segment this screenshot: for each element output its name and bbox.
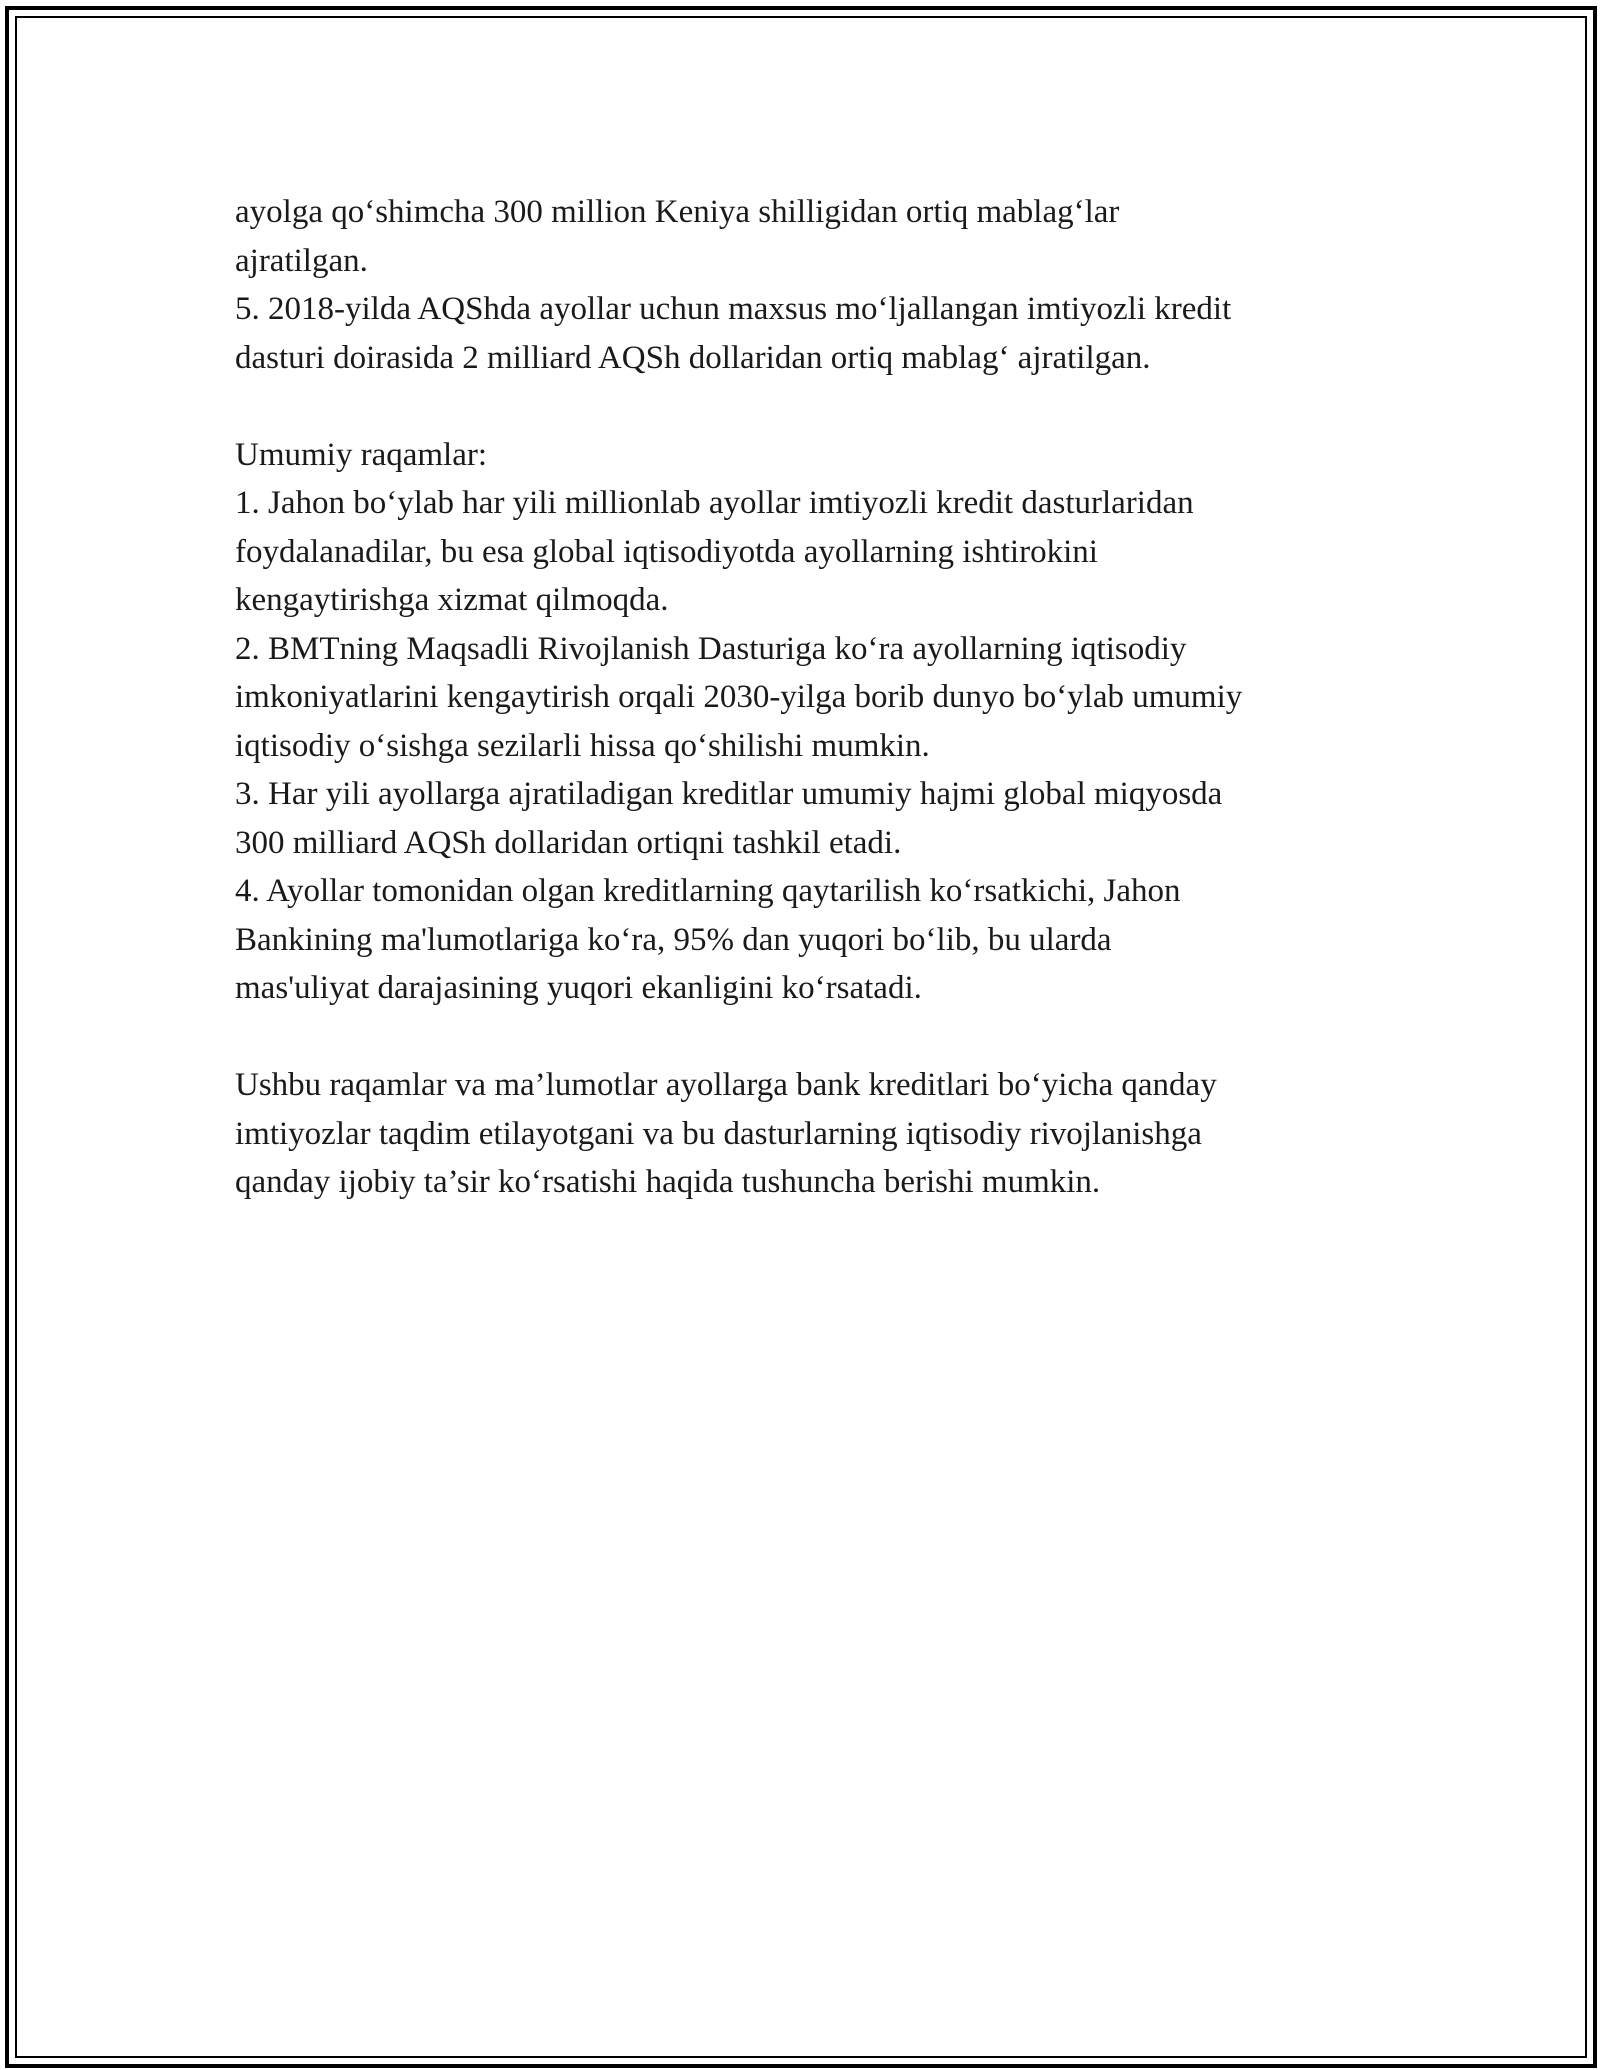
text-line: kengaytirishga xizmat qilmoqda. (235, 582, 669, 618)
text-line: ayolga qo‘shimcha 300 million Keniya shilligidan ortiq mablag‘lar (235, 194, 1120, 230)
text-line: imkoniyatlarini kengaytirish orqali 2030-yilga borib dunyo bo‘ylab umumiy (235, 679, 1243, 715)
text-line: ajratilgan. (235, 242, 368, 279)
text-line: 4. Ayollar tomonidan olgan kreditlarning qaytarilish ko‘rsatkichi, Jahon (235, 873, 1181, 909)
text-line: Bankining ma'lumotlariga ko‘ra, 95% dan yuqori bo‘lib, bu ularda (235, 921, 1112, 958)
text-line: imtiyozlar taqdim etilayotgani va bu dasturlarning iqtisodiy rivojlanishga (235, 1115, 1202, 1152)
paragraph-spacer (235, 382, 1385, 431)
text-line: 300 milliard AQSh dollaridan ortiqni tashkil etadi. (235, 824, 902, 861)
text-line: qanday ijobiy ta’sir ko‘rsatishi haqida tushuncha berishi mumkin. (235, 1164, 1101, 1200)
text-line: Ushbu raqamlar va ma’lumotlar ayollarga bank kreditlari bo‘yicha qanday (235, 1067, 1217, 1103)
text-line: iqtisodiy o‘sishga sezilarli hissa qo‘shilishi mumkin. (235, 727, 930, 764)
text-line: mas'uliyat darajasining yuqori ekanligini ko‘rsatadi. (235, 970, 922, 1006)
section-general (235, 431, 1385, 1013)
text-line: 1. Jahon bo‘ylab har yili millionlab ayollar imtiyozli kredit dasturlaridan (235, 485, 1194, 521)
text-line: foydalanadilar, bu esa global iqtisodiyotda ayollarning ishtirokini (235, 533, 1098, 570)
paragraph-top (235, 188, 1385, 382)
paragraph-spacer (235, 1013, 1385, 1062)
text-line: 3. Har yili ayollarga ajratiladigan kreditlar umumiy hajmi global miqyosda (235, 776, 1223, 812)
text-line: dasturi doirasida 2 milliard AQSh dollaridan ortiq mablag‘ ajratilgan. (235, 339, 1151, 376)
text-line: 5. 2018-yilda AQShda ayollar uchun maxsus mo‘ljallangan imtiyozli kredit (235, 291, 1232, 327)
text-line: 2. BMTning Maqsadli Rivojlanish Dasturiga ko‘ra ayollarning iqtisodiy (235, 630, 1187, 667)
document-body (235, 188, 1385, 1207)
paragraph-conclusion (235, 1061, 1385, 1207)
section-heading: Umumiy raqamlar: (235, 436, 488, 473)
